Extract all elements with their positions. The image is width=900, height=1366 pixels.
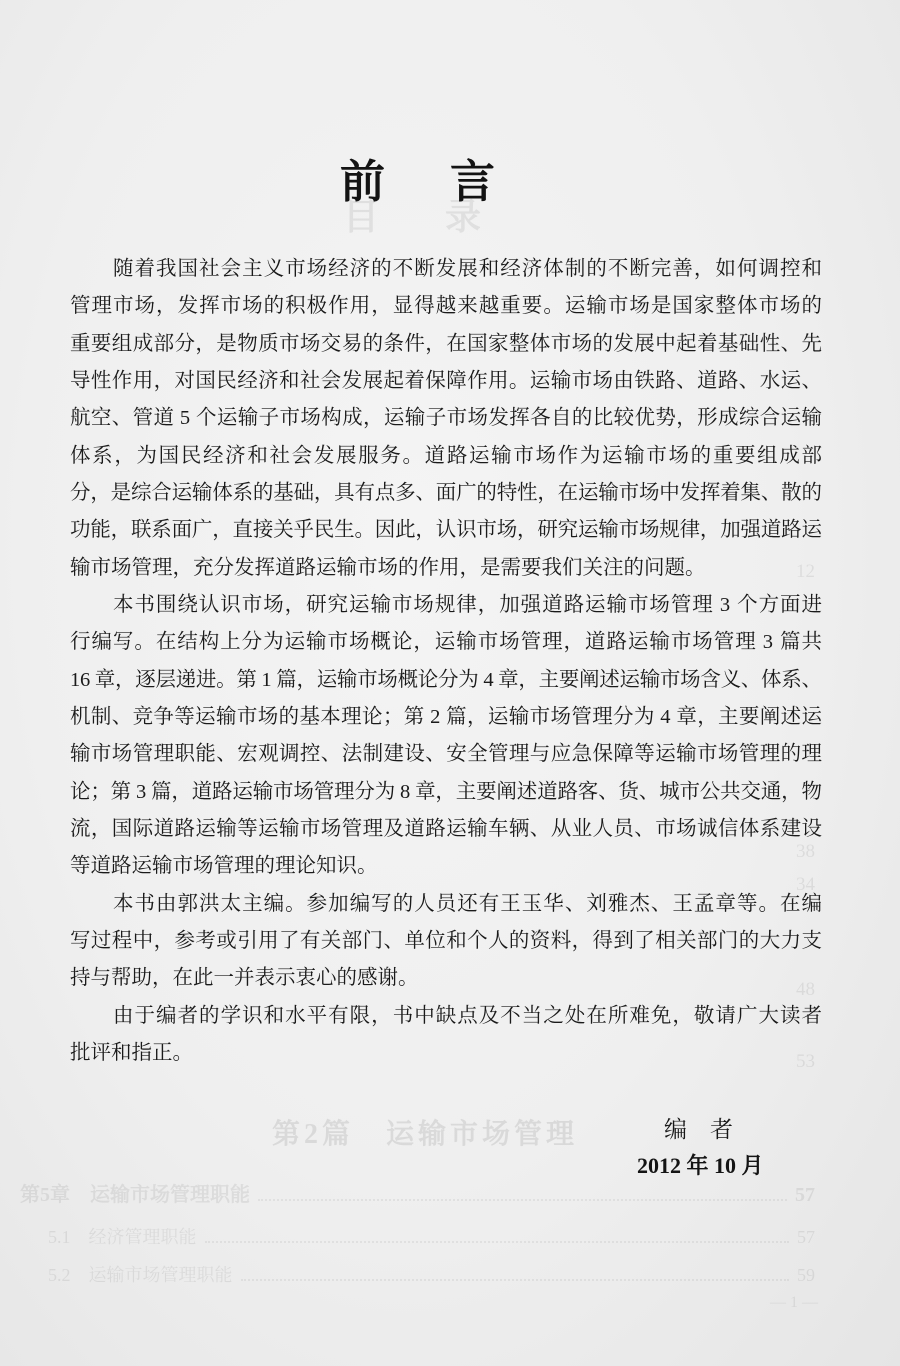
show-through-toc-title: 目 录 (343, 197, 497, 237)
preface-line: 分，是综合运输体系的基础，具有点多、面广的特性，在运输市场中发挥着集、散的 (70, 481, 822, 504)
preface-line: 由于编者的学识和水平有限，书中缺点及不当之处在所难免，敬请广大读者 (113, 1004, 824, 1027)
show-through-toc-entry (20, 1182, 815, 1208)
show-through-toc-entry-label: 5.2 运输市场管理职能 (48, 1265, 233, 1285)
preface-line: 输市场管理职能、宏观调控、法制建设、安全管理与应急保障等运输市场管理的理 (70, 743, 823, 766)
show-through-toc-entry-label: 5.1 经济管理职能 (48, 1227, 197, 1247)
preface-line: 导性作用，对国民经济和社会发展起着保障作用。运输市场由铁路、道路、水运、 (70, 369, 823, 392)
show-through-toc-entry-page: 57 (795, 1184, 815, 1206)
show-through-page-number: 12 (796, 561, 815, 582)
preface-line: 流，国际道路运输等运输市场管理及道路运输车辆、从业人员、市场诚信体系建设 (70, 817, 823, 840)
show-through-page-number: 48 (796, 979, 815, 1000)
preface-line: 功能，联系面广，直接关乎民生。因此，认识市场，研究运输市场规律，加强道路运 (70, 519, 822, 542)
author-signature: 编 者 (664, 1117, 733, 1142)
preface-paragraph (70, 251, 822, 587)
preface-paragraph (70, 998, 822, 1073)
show-through-toc-entry-page: 57 (797, 1227, 815, 1247)
show-through-dot-leader (205, 1241, 790, 1243)
show-through-toc-entry (48, 1224, 815, 1250)
preface-line: 等道路运输市场管理的理论知识。 (70, 855, 378, 878)
preface-line: 管理市场，发挥市场的积极作用，显得越来越重要。运输市场是国家整体市场的 (70, 295, 824, 318)
show-through-page-number: 53 (796, 1051, 815, 1072)
preface-line: 机制、竞争等运输市场的基本理论；第 2 篇，运输市场管理分为 4 章，主要阐述运 (70, 705, 823, 728)
show-through-toc-entry-label: 第5章 运输市场管理职能 (20, 1184, 250, 1206)
preface-line: 输市场管理，充分发挥道路运输市场的作用，是需要我们关注的问题。 (70, 556, 706, 579)
preface-line: 重要组成部分，是物质市场交易的条件，在国家整体市场的发展中起着基础性、先 (70, 332, 823, 355)
preface-line: 随着我国社会主义市场经济的不断发展和经济体制的不断完善，如何调控和 (113, 258, 824, 280)
preface-line: 行编写。在结构上分为运输市场概论，运输市场管理，道路运输市场管理 3 篇共 (70, 631, 823, 654)
show-through-folio: — 1 — (770, 1294, 818, 1311)
preface-line: 论；第 3 篇，道路运输市场管理分为 8 章，主要阐述道路客、货、城市公共交通，物 (70, 780, 822, 803)
preface-line: 本书围绕认识市场，研究运输市场规律，加强道路运输市场管理 3 个方面进 (113, 593, 823, 616)
preface-paragraph (70, 587, 822, 886)
show-through-dot-leader (258, 1199, 787, 1201)
show-through-part-title: 第2篇 运输市场管理 (272, 1119, 579, 1150)
preface-line: 16 章，逐层递进。第 1 篇，运输市场概论分为 4 章，主要阐述运输市场含义、体系、 (70, 668, 822, 691)
preface-line: 批评和指正。 (70, 1041, 193, 1064)
page-title: 前 言 (340, 157, 506, 207)
show-through-toc-entry (48, 1262, 815, 1288)
preface-line: 体系，为国民经济和社会发展服务。道路运输市场作为运输市场的重要组成部 (70, 444, 824, 467)
show-through-toc-entry-page: 59 (797, 1265, 815, 1285)
preface-line: 航空、管道 5 个运输子市场构成，运输子市场发挥各自的比较优势，形成综合运输 (70, 407, 823, 430)
show-through-page-number: 38 (796, 841, 815, 862)
show-through-page-number: 34 (796, 874, 815, 895)
preface-line: 持与帮助，在此一并表示衷心的感谢。 (70, 967, 419, 990)
show-through-dot-leader (241, 1279, 790, 1281)
preface-body (70, 251, 822, 1072)
preface-line: 本书由郭洪太主编。参加编写的人员还有王玉华、刘雅杰、王孟章等。在编 (113, 892, 824, 915)
preface-paragraph (70, 886, 822, 998)
signature-date: 2012 年 10 月 (637, 1153, 764, 1178)
preface-line: 写过程中，参考或引用了有关部门、单位和个人的资料，得到了相关部门的大力支 (70, 929, 823, 952)
